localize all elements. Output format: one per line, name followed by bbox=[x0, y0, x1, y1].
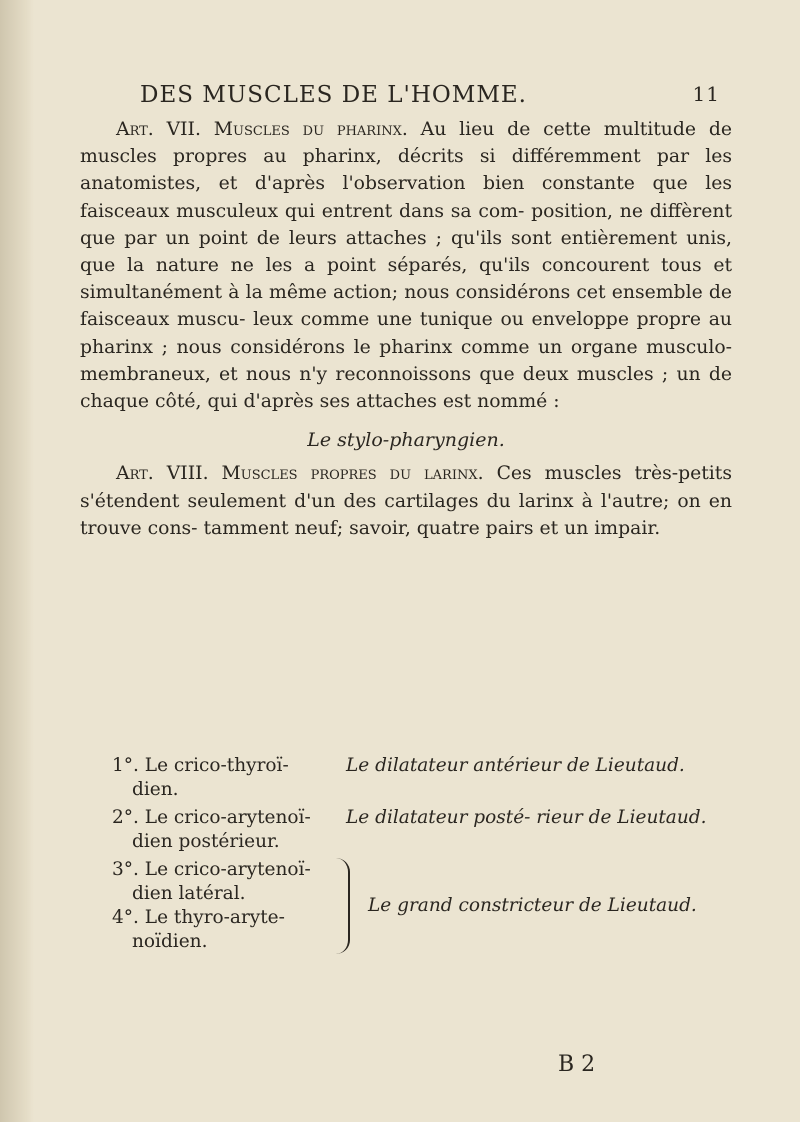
muscle-name: 1°. Le crico-thyroï- dien. bbox=[112, 755, 289, 800]
stylo-pharyngien-heading: Le stylo-pharyngien. bbox=[307, 429, 505, 452]
article-7-label: Art. VII. Muscles du pharinx. bbox=[116, 119, 408, 140]
lieutaud-name: Le dilatateur antérieur de Lieutaud. bbox=[346, 755, 685, 776]
article-8-label: Art. VIII. Muscles propres du larinx. bbox=[116, 463, 484, 485]
muscle-name: 2°. Le crico-arytenoï- dien postérieur. bbox=[112, 807, 311, 852]
table-row bbox=[112, 754, 732, 802]
article-8 bbox=[80, 460, 732, 542]
page-number: 11 bbox=[692, 82, 720, 106]
article-7-text: Au lieu de cette multitude de muscles propres au pharinx, décrits si différemment par les anatomistes, et d'après l'observation bien constante que les faisceaux musculeux qui entrent dans sa com- position, ne diffèrent que par un point de leurs attaches ; qu'ils sont entièrement unis, que la nature ne les a point séparés, qu'ils concourent tous et simultanément à la même action; nous considérons cet ensemble de faisceaux muscu- leux comme une tunique ou enveloppe propre au pharinx ; nous considérons le pharinx comme un organe musculo-membraneux, et nous n'y reconnoissons que deux muscles ; un de chaque côté, qui d'après ses attaches est nommé : bbox=[80, 119, 732, 413]
body-text bbox=[80, 116, 732, 542]
article-7 bbox=[80, 116, 732, 415]
page-binding-shadow bbox=[0, 0, 34, 1122]
article-8-text: Ces muscles très-petits s'étendent seulement d'un des cartilages du larinx à l'autre; on en trouve cons- tamment neuf; savoir, quatre pairs et un impair. bbox=[80, 463, 732, 539]
brace-icon bbox=[334, 858, 350, 954]
lieutaud-name: Le grand constricteur de Lieutaud. bbox=[368, 895, 697, 916]
lieutaud-name: Le dilatateur posté- rieur de Lieutaud. bbox=[346, 807, 707, 828]
table-row bbox=[112, 806, 732, 854]
header-title: DES MUSCLES DE L'HOMME. bbox=[140, 82, 527, 108]
muscle-name: 4°. Le thyro-aryte- noïdien. bbox=[112, 907, 285, 952]
signature-mark: B 2 bbox=[558, 1052, 596, 1077]
muscle-table bbox=[112, 754, 732, 954]
group-left bbox=[112, 858, 332, 954]
muscle-name: 3°. Le crico-arytenoï- dien latéral. bbox=[112, 859, 311, 904]
running-header bbox=[140, 82, 720, 108]
table-group bbox=[112, 858, 732, 954]
